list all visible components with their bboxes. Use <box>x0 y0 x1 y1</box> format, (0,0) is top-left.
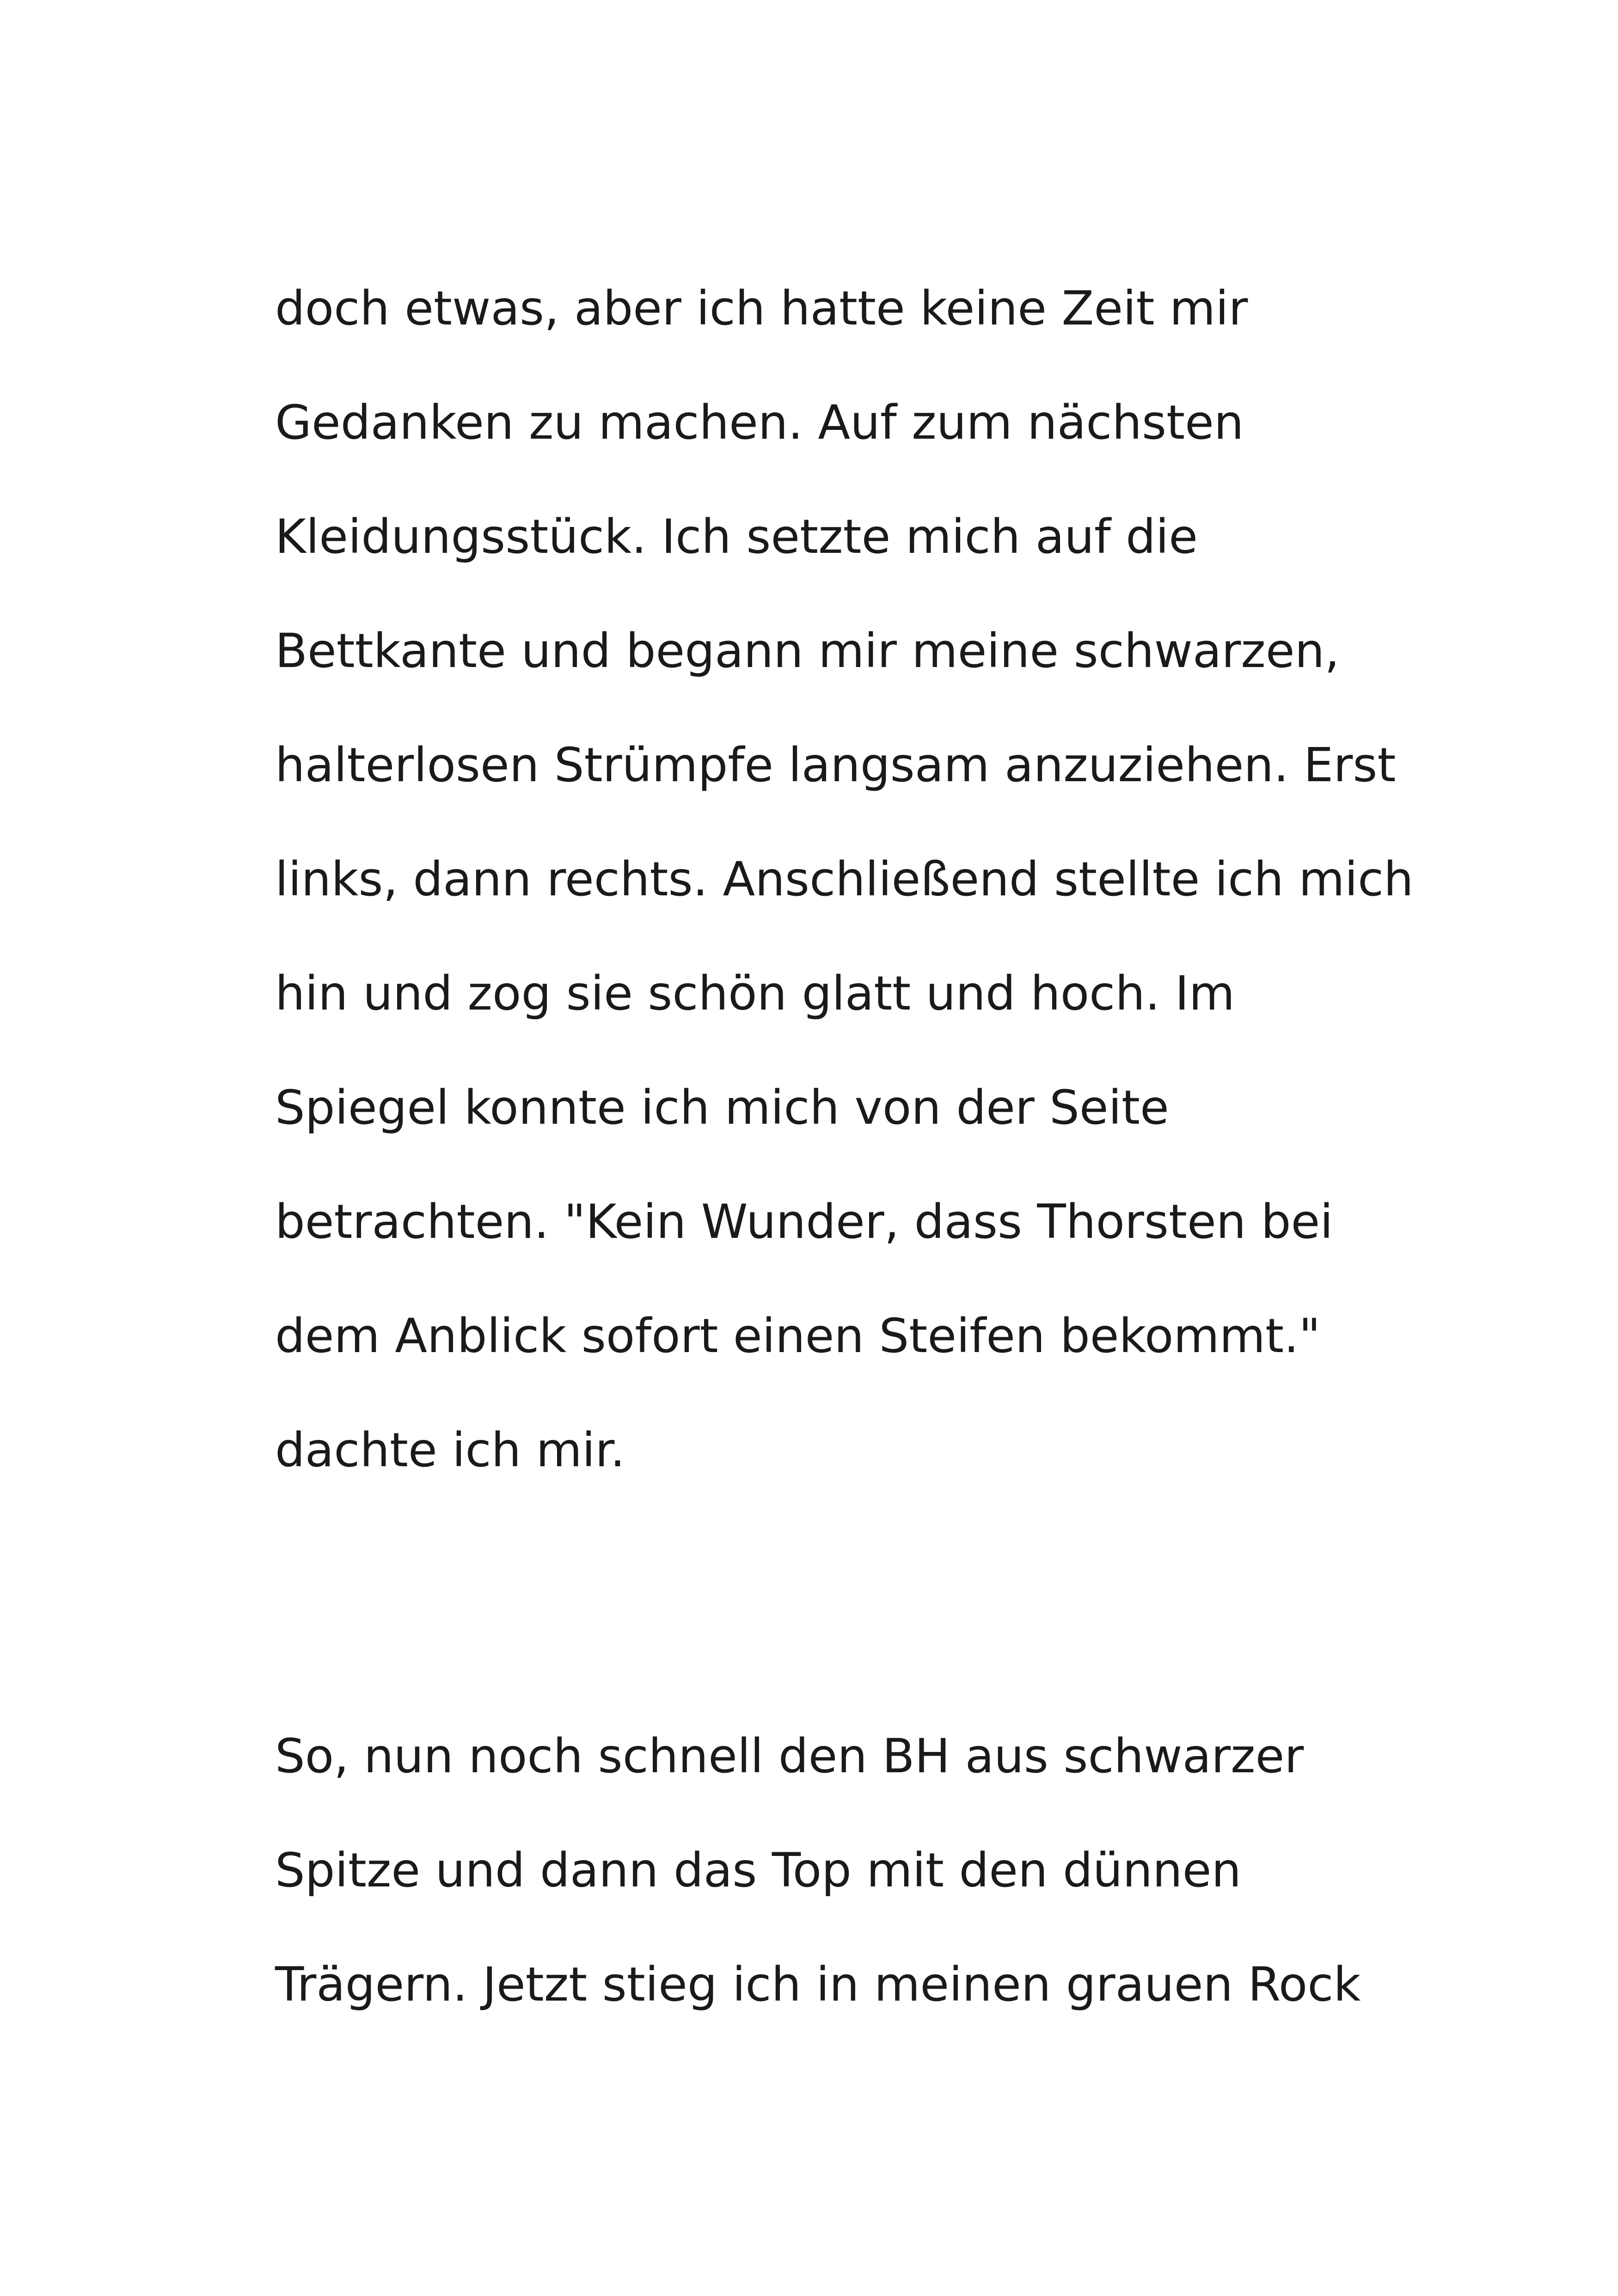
text-line: Bettkante und begann mir meine schwarzen, <box>275 624 1340 679</box>
text-line: Gedanken zu machen. Auf zum nächsten <box>275 395 1244 450</box>
text-line: Trägern. Jetzt stieg ich in meinen grauen Rock <box>275 1957 1361 2012</box>
text-line: halterlosen Strümpfe langsam anzuziehen. Erst <box>275 738 1396 793</box>
paragraph-2 <box>275 1699 1523 2042</box>
text-line: dem Anblick sofort einen Steifen bekommt." <box>275 1309 1321 1364</box>
text-line: betrachten. "Kein Wunder, dass Thorsten bei <box>275 1194 1333 1249</box>
paragraph-1 <box>275 251 1523 1507</box>
text-line: doch etwas, aber ich hatte keine Zeit mir <box>275 281 1248 336</box>
text-line: Kleidungsstück. Ich setzte mich auf die <box>275 509 1198 564</box>
text-line: Spitze und dann das Top mit den dünnen <box>275 1843 1242 1898</box>
text-line: Spiegel konnte ich mich von der Seite <box>275 1080 1169 1135</box>
text-line: So, nun noch schnell den BH aus schwarzer <box>275 1729 1304 1784</box>
text-line: dachte ich mir. <box>275 1423 625 1478</box>
text-line: hin und zog sie schön glatt und hoch. Im <box>275 966 1235 1021</box>
text-line: links, dann rechts. Anschließend stellte ich mich <box>275 852 1414 907</box>
